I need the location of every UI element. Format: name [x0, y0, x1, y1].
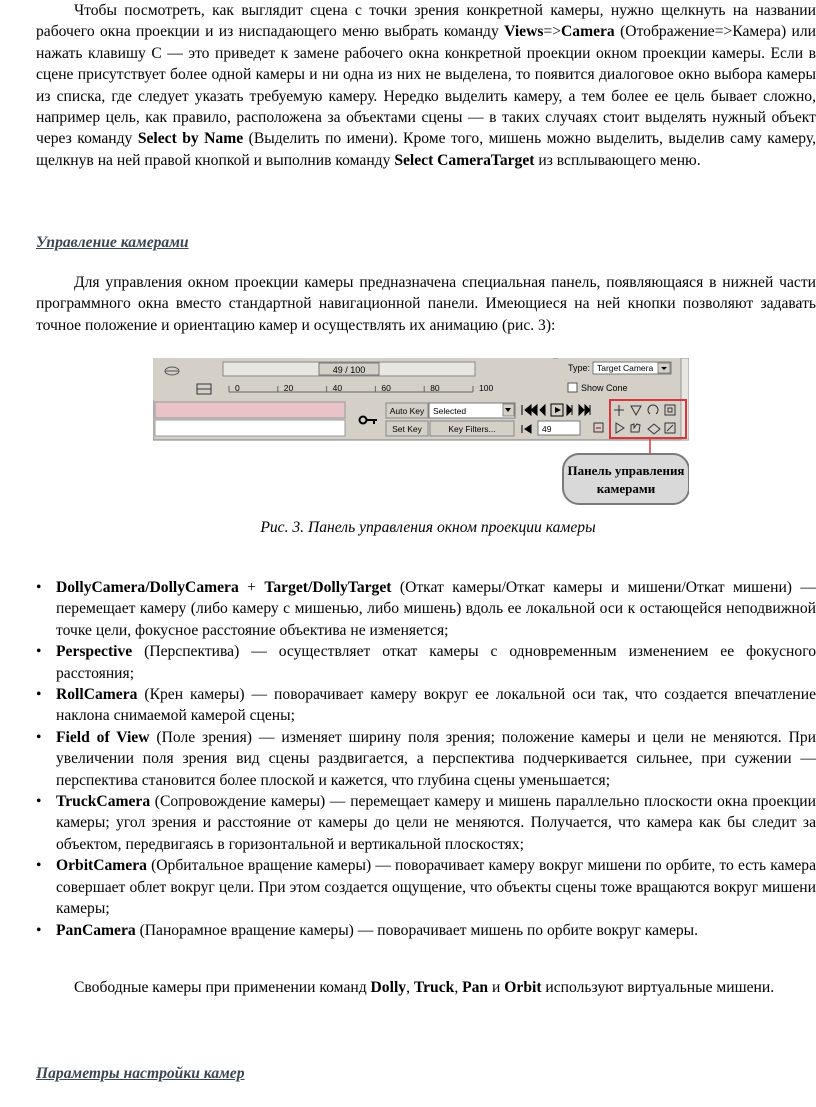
svg-text:Key Filters...: Key Filters...	[448, 424, 496, 434]
intro-paragraph	[36, 0, 816, 171]
text-run: используют виртуальные мишени.	[541, 979, 775, 996]
text-run: (Поле зрения) — изменяет ширину поля зрения; положение камеры и цели не меняются. При увеличении поля зрения вид сцены раздвигается, а перспектива подчеркивается сильнее, при сужении — перспектива становится более плоской и кажется, что глубина сцены уменьшается;	[56, 728, 816, 789]
status-text-field	[155, 420, 345, 436]
ruler-tick-label: 100	[479, 383, 494, 393]
bullet-marker: •	[36, 857, 42, 875]
text-run: (Орбитальное вращение камеры) — поворачивает камеру вокруг мишени по орбите, то есть камера совершает облет вокруг цели. При этом создается ощущение, что объекты сцены тоже вращаются вокруг мишени камеры;	[56, 857, 816, 918]
text-run: =>	[543, 23, 562, 41]
text-run: ,	[454, 979, 463, 996]
list-item	[36, 577, 816, 641]
text-run: ,	[406, 979, 414, 996]
bullet-marker: •	[36, 793, 42, 811]
bold-term: Orbit	[504, 979, 542, 996]
svg-text:49: 49	[542, 424, 552, 434]
camera-panel-figure	[153, 358, 689, 508]
text-run: (Выделить по имени). Кроме того, мишень можно выделить, выделив саму камеру, щелкнув на ней правой кнопкой и выполнив команду	[36, 130, 816, 169]
bold-term: Perspective	[56, 643, 133, 661]
ruler-tick-label: 80	[430, 383, 440, 393]
bold-term: Target/DollyTarget	[264, 579, 392, 596]
bullet-marker: •	[36, 921, 42, 939]
list-item	[36, 727, 816, 791]
bullet-marker: •	[36, 643, 42, 661]
callout-line1: Панель управления	[567, 463, 685, 478]
svg-text:Set Key: Set Key	[392, 424, 422, 434]
bold-term: Select CameraTarget	[394, 151, 535, 169]
text-run: +	[238, 579, 265, 596]
text-run: (Отображение=>Камера) или нажать клавишу C — это приведет к замене рабочего окна конкретной проекции окном проекции камеры. Если в сцене присутствует более одной камеры и ни одна из них не выделена, то появится диалоговое окно выбора камеры из списка, где следует указать требуемую камеру. Нередко выделить камеру, а тем более ее цель бывает сложно, например цель, как правило, расположена за объектами сцены — в таких случаях стоит выделять нужный объект через команду	[36, 23, 816, 148]
type-label: Type:	[568, 363, 591, 373]
bold-term: OrbitCamera	[56, 857, 147, 875]
text-run: Свободные камеры при применении команд	[74, 979, 371, 996]
ruler-tick-label: 20	[283, 383, 294, 393]
bold-term: Select by Name	[137, 130, 244, 148]
list-item	[36, 855, 816, 919]
bold-term: Views	[504, 23, 544, 41]
section-heading-camera-control: Управление камерами	[36, 234, 189, 251]
list-item	[36, 920, 816, 941]
list-item	[36, 684, 816, 727]
bold-term: Dolly	[370, 979, 407, 996]
text-run: (Сопровождение камеры) — перемещает камеру и мишень параллельно плоскости окна проекции камеры; угол зрения и расстояние от камеры до цели не меняются. Получается, что камера как бы следит за объектом, передвигаясь в горизонтальной и вертикальной плоскостях;	[56, 793, 816, 853]
panel-description-paragraph: Для управления окном проекции камеры предназначена специальная панель, появляющаяся в нижней части программного окна вместо стандартной навигационной панели. Имеющиеся на ней кнопки позволяют задавать точное положение и ориентацию камер и осуществлять их анимацию (рис. 3):	[36, 274, 816, 334]
text-run: (Перспектива) — осуществляет откат камеры с одновременным изменением ее фокусного расстояния;	[56, 643, 816, 682]
text-run: и	[488, 979, 505, 996]
status-pink-bar	[155, 402, 345, 418]
frame-counter[interactable]: 49 / 100	[332, 365, 366, 375]
ruler-tick-label: 0	[235, 383, 240, 393]
show-cone-label: Show Cone	[581, 383, 628, 393]
bold-term: PanCamera	[56, 921, 136, 939]
callout-line2: камерами	[596, 481, 656, 496]
camera-commands-list	[36, 577, 816, 941]
bullet-marker: •	[36, 579, 42, 596]
bold-term: RollCamera	[56, 686, 138, 704]
list-item	[36, 641, 816, 684]
bold-term: TruckCamera	[56, 793, 151, 811]
show-cone-checkbox	[568, 383, 577, 392]
bold-term: Camera	[561, 23, 615, 41]
callout-bubble	[563, 454, 689, 504]
bold-term: DollyCamera/DollyCamera	[56, 579, 239, 596]
text-run: (Панорамное вращение камеры) — поворачивает мишень по орбите вокруг камеры.	[135, 921, 699, 939]
text-run: (Откат камеры/Откат камеры и мишени/Откат мишени) — перемещает камеру (либо камеру с мишенью, либо мишень) вдоль ее локальной оси к остающейся неподвижной точке цели, фокусное расстояние объектива не изменяется;	[56, 579, 816, 639]
bullet-marker: •	[36, 686, 42, 704]
ruler-tick-label: 60	[381, 383, 391, 393]
figure-caption: Рис. 3. Панель управления окном проекции камеры	[260, 519, 596, 536]
bold-term: Field of View	[56, 728, 150, 746]
ruler-tick-label: 40	[332, 383, 343, 393]
text-run: (Крен камеры) — поворачивает камеру вокруг ее локальной оси так, что создается впечатление наклона снимаемой камерой сцены;	[56, 686, 816, 725]
bullet-marker: •	[36, 728, 42, 746]
type-value: Target Camera	[597, 363, 654, 373]
svg-text:Selected: Selected	[433, 406, 467, 416]
free-cameras-paragraph	[36, 977, 816, 998]
text-run: из всплывающего меню.	[534, 151, 701, 169]
svg-text:Auto Key: Auto Key	[389, 406, 425, 416]
bold-term: Pan	[462, 979, 489, 996]
bold-term: Truck	[413, 979, 455, 996]
text-run: Чтобы посмотреть, как выглядит сцена с точки зрения конкретной камеры, нужно щелкнуть на названии рабочего окна проекции и из ниспадающего меню выбрать команду	[36, 2, 816, 41]
section-heading-camera-parameters: Параметры настройки камер	[36, 1065, 245, 1082]
list-item	[36, 791, 816, 855]
